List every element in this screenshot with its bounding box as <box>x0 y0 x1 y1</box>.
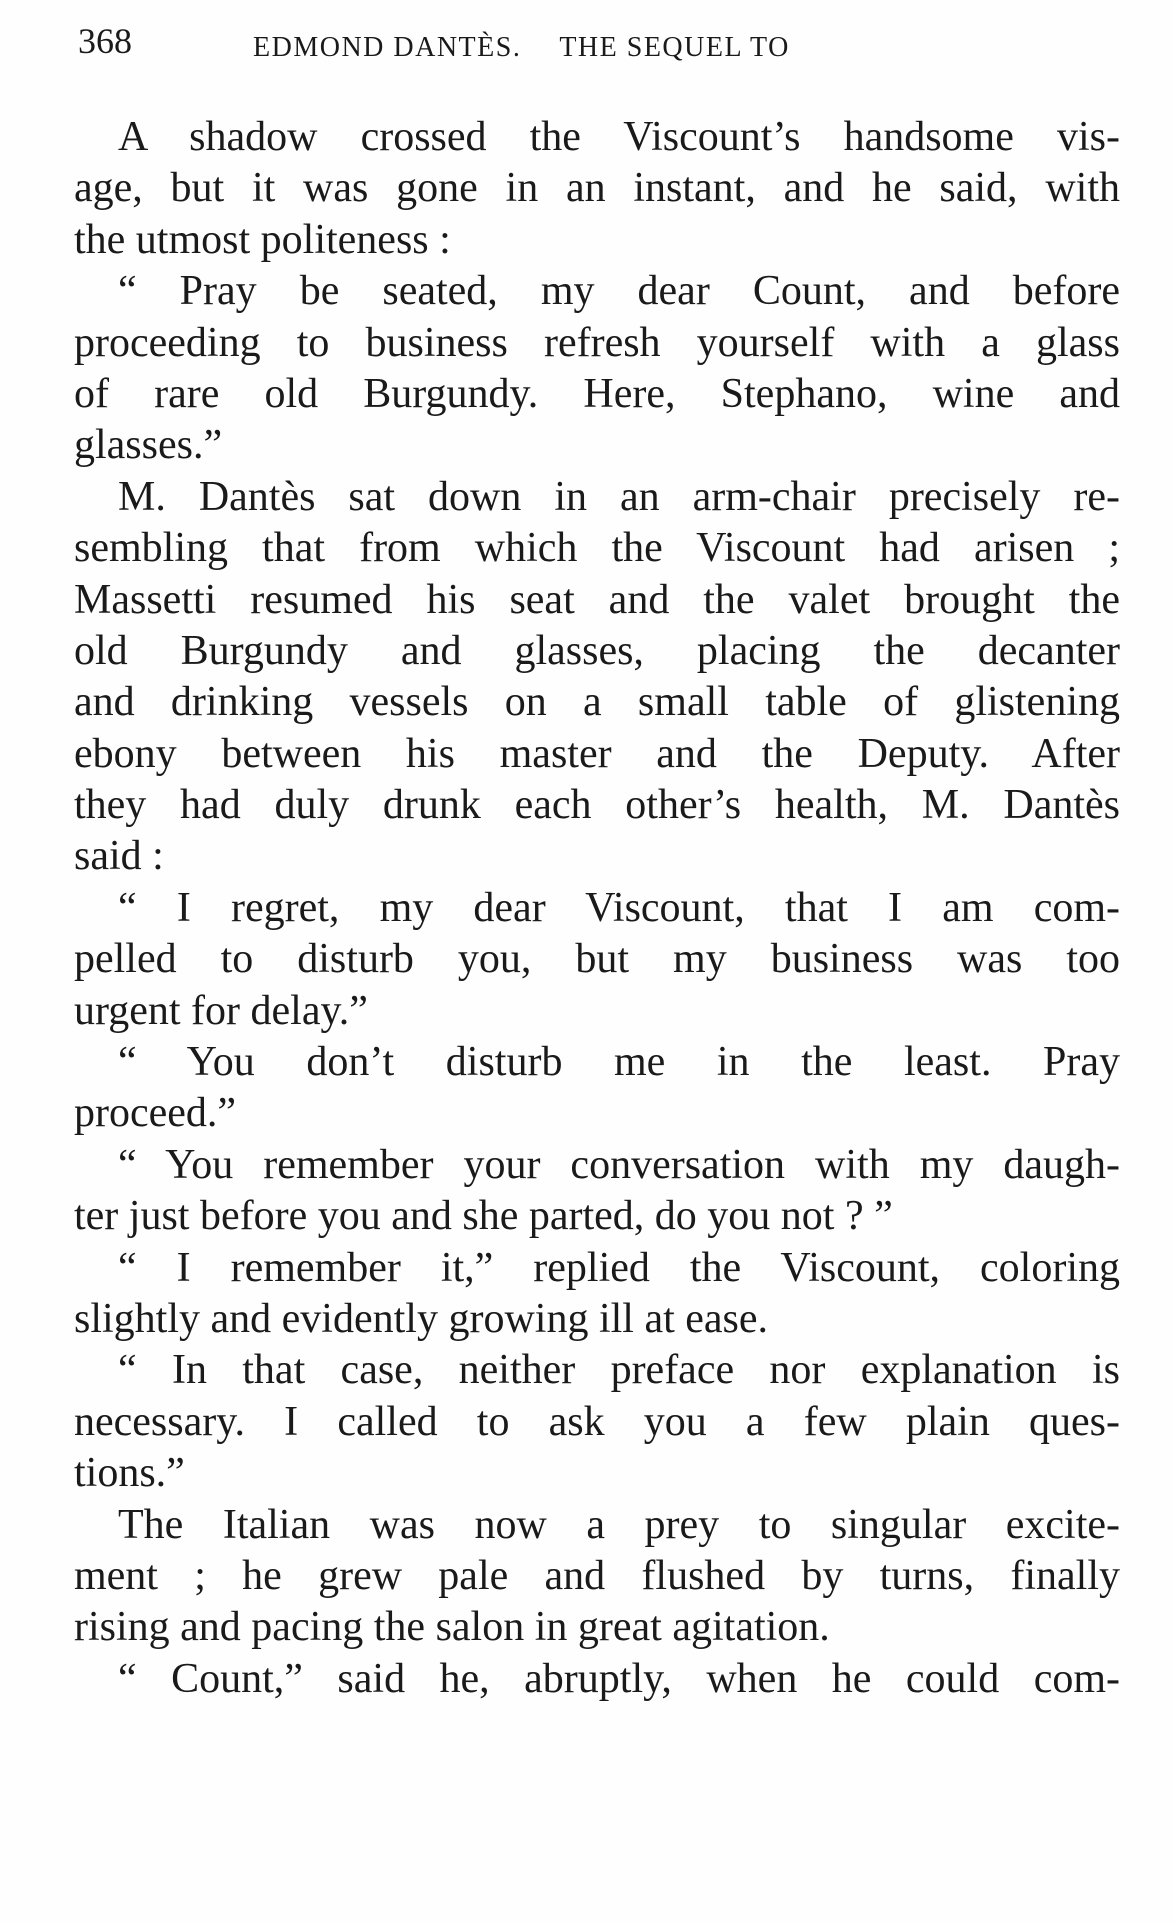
page-header <box>78 20 1118 80</box>
running-head <box>253 32 790 64</box>
text-line: pelled to disturb you, but my business was too <box>74 936 1120 983</box>
text-line: “ You remember your conversation with my daugh- <box>118 1141 1120 1188</box>
text-line: sembling that from which the Viscount had arisen ; <box>74 525 1120 572</box>
page-number: 368 <box>78 21 132 61</box>
text-line: A shadow crossed the Viscount’s handsome vis- <box>118 114 1120 160</box>
text-line: “ I regret, my dear Viscount, that I am com- <box>118 884 1120 931</box>
text-line: “ I remember it,” replied the Viscount, coloring <box>118 1244 1120 1291</box>
text-line: tions.” <box>74 1450 185 1497</box>
running-head-left: EDMOND DANTÈS. <box>253 32 522 63</box>
body-text <box>74 112 1120 1705</box>
text-line: old Burgundy and glasses, placing the decanter <box>74 627 1120 674</box>
text-line: urgent for delay.” <box>74 987 368 1034</box>
text-line: necessary. I called to ask you a few plain ques- <box>74 1398 1120 1445</box>
text-line: M. Dantès sat down in an arm-chair precisely re- <box>118 473 1120 520</box>
text-line: said : <box>74 833 164 880</box>
text-line: of rare old Burgundy. Here, Stephano, wine and <box>74 370 1120 417</box>
text-line: slightly and evidently growing ill at ease. <box>74 1295 769 1342</box>
text-line: the utmost politeness : <box>74 216 451 263</box>
text-line: “ Count,” said he, abruptly, when he could com- <box>118 1655 1120 1702</box>
text-line: ter just before you and she parted, do you not ? ” <box>74 1193 893 1240</box>
text-line: glasses.” <box>74 422 223 469</box>
text-line: proceed.” <box>74 1090 237 1137</box>
text-line: The Italian was now a prey to singular excite- <box>118 1501 1120 1548</box>
text-line: proceeding to business refresh yourself with a glass <box>74 319 1120 366</box>
text-line: “ You don’t disturb me in the least. Pray <box>118 1039 1120 1086</box>
text-line: ebony between his master and the Deputy. After <box>74 730 1120 777</box>
text-line: ment ; he grew pale and flushed by turns, finally <box>74 1552 1120 1599</box>
running-head-right: THE SEQUEL TO <box>559 32 790 63</box>
text-line: “ Pray be seated, my dear Count, and before <box>118 268 1120 315</box>
text-line: they had duly drunk each other’s health, M. Dantès <box>74 782 1120 829</box>
text-line: “ In that case, neither preface nor explanation is <box>118 1347 1120 1394</box>
text-line: Massetti resumed his seat and the valet brought the <box>74 576 1120 623</box>
text-line: age, but it was gone in an instant, and he said, with <box>74 165 1120 212</box>
text-line: rising and pacing the salon in great agitation. <box>74 1604 830 1651</box>
text-line: and drinking vessels on a small table of glistening <box>74 679 1120 726</box>
